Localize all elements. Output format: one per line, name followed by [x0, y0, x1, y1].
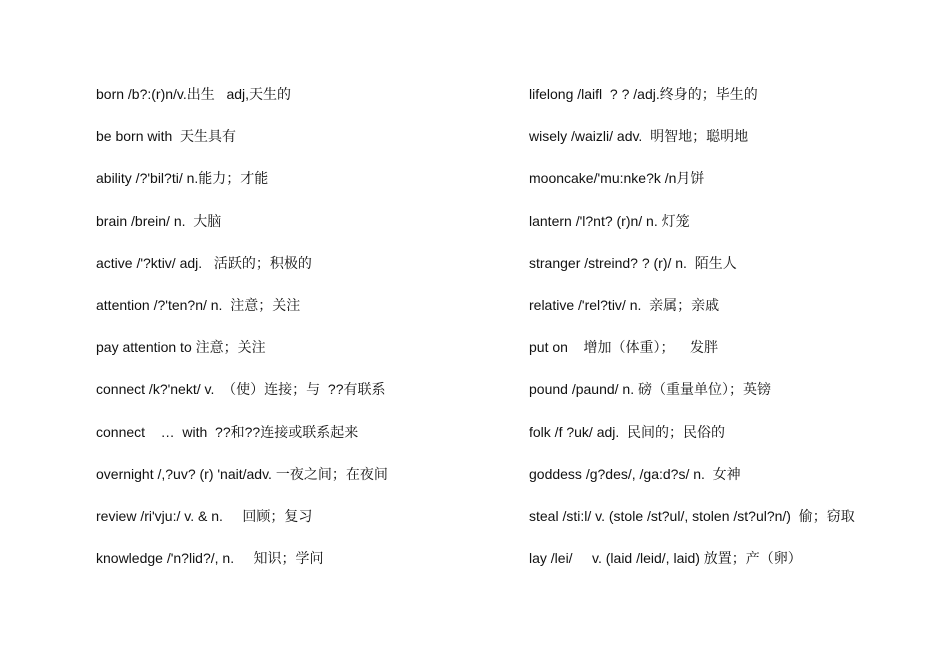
vocab-entry: lifelong /laifl ? ? /adj.终身的；毕生的 — [529, 86, 758, 102]
vocab-entry: mooncake/'mu:nke?k /n月饼 — [529, 170, 705, 187]
vocab-entry: lantern /'l?nt? (r)n/ n. 灯笼 — [529, 212, 690, 229]
vocab-entry: pound /paund/ n. 磅（重量单位）；英镑 — [529, 381, 771, 398]
vocab-entry: connect /k?'nekt/ v. （使）连接；与 ??有联系 — [96, 381, 386, 398]
vocab-entry: put on 增加（体重）； 发胖 — [529, 339, 719, 356]
vocab-entry: stranger /streind? ? (r)/ n. 陌生人 — [529, 254, 737, 271]
vocab-entry: connect … with ??和??连接或联系起来 — [96, 423, 359, 440]
vocabulary-column-left — [96, 84, 516, 590]
vocab-entry: steal /sti:l/ v. (stole /st?ul/, stolen /st?ul?n/) 偷；窃取 — [529, 507, 855, 524]
vocab-entry: ability /?'bil?ti/ n.能力；才能 — [96, 170, 269, 187]
vocab-entry: be born with 天生具有 — [96, 128, 237, 145]
vocab-entry: born /b?:(r)n/v.出生 adj,天生的 — [96, 86, 292, 102]
vocab-entry: goddess /g?des/, /ga:d?s/ n. 女神 — [529, 465, 741, 482]
vocab-entry: brain /brein/ n. 大脑 — [96, 212, 222, 229]
vocab-entry: overnight /,?uv? (r) 'nait/adv. 一夜之间；在夜间 — [96, 465, 388, 482]
vocab-entry: attention /?'ten?n/ n. 注意；关注 — [96, 296, 301, 313]
vocab-entry: knowledge /'n?lid?/, n. 知识；学问 — [96, 550, 324, 567]
vocab-entry: relative /'rel?tiv/ n. 亲属；亲戚 — [529, 296, 720, 313]
vocab-entry: pay attention to 注意；关注 — [96, 339, 266, 356]
vocab-entry: lay /lei/ v. (laid /leid/, laid) 放置；产（卵） — [529, 550, 802, 567]
vocab-entry: wisely /waizli/ adv. 明智地；聪明地 — [529, 128, 749, 145]
vocab-entry: folk /f ?uk/ adj. 民间的；民俗的 — [529, 423, 726, 440]
vocab-entry: review /ri'vju:/ v. & n. 回顾；复习 — [96, 507, 313, 524]
vocabulary-column-right — [529, 84, 939, 590]
vocab-entry: active /'?ktiv/ adj. 活跃的；积极的 — [96, 254, 312, 271]
